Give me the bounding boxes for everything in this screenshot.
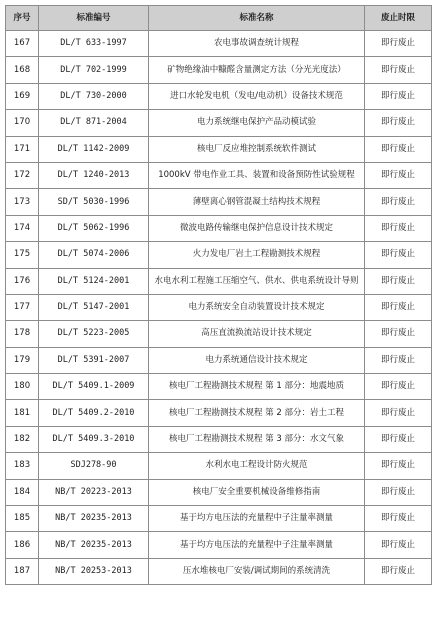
cell-no: 186 <box>6 532 39 558</box>
cell-no: 178 <box>6 321 39 347</box>
cell-status: 即行废止 <box>365 189 432 215</box>
cell-no: 177 <box>6 294 39 320</box>
table-row <box>6 321 432 347</box>
cell-status: 即行废止 <box>365 31 432 57</box>
header-status: 废止时限 <box>365 6 432 31</box>
table-row <box>6 136 432 162</box>
table-row <box>6 31 432 57</box>
cell-name: 水电水利工程施工压缩空气、供水、供电系统设计导则 <box>149 268 365 294</box>
cell-no: 184 <box>6 479 39 505</box>
table-row <box>6 506 432 532</box>
cell-code: NB/T 20223-2013 <box>39 479 149 505</box>
table-row <box>6 242 432 268</box>
cell-name: 1000kV 带电作业工具、装置和设备预防性试验规程 <box>149 162 365 188</box>
cell-code: DL/T 5409.1-2009 <box>39 374 149 400</box>
cell-status: 即行废止 <box>365 268 432 294</box>
cell-code: DL/T 5391-2007 <box>39 347 149 373</box>
cell-name: 电力系统安全自动装置设计技术规定 <box>149 294 365 320</box>
table-row <box>6 532 432 558</box>
cell-no: 173 <box>6 189 39 215</box>
cell-no: 167 <box>6 31 39 57</box>
table-row <box>6 347 432 373</box>
table-row <box>6 400 432 426</box>
table-row <box>6 294 432 320</box>
header-row <box>6 6 432 31</box>
cell-status: 即行废止 <box>365 400 432 426</box>
table-row <box>6 374 432 400</box>
cell-status: 即行废止 <box>365 347 432 373</box>
cell-code: DL/T 5147-2001 <box>39 294 149 320</box>
cell-no: 169 <box>6 83 39 109</box>
table-row <box>6 268 432 294</box>
cell-name: 高压直流换流站设计技术规定 <box>149 321 365 347</box>
table-row <box>6 453 432 479</box>
cell-code: NB/T 20235-2013 <box>39 506 149 532</box>
cell-status: 即行废止 <box>365 374 432 400</box>
cell-code: DL/T 633-1997 <box>39 31 149 57</box>
cell-no: 185 <box>6 506 39 532</box>
cell-no: 183 <box>6 453 39 479</box>
table-row <box>6 479 432 505</box>
cell-name: 薄壁离心钢管混凝土结构技术规程 <box>149 189 365 215</box>
cell-code: DL/T 5074-2006 <box>39 242 149 268</box>
cell-status: 即行废止 <box>365 83 432 109</box>
cell-code: SD/T 5030-1996 <box>39 189 149 215</box>
cell-code: NB/T 20235-2013 <box>39 532 149 558</box>
cell-no: 175 <box>6 242 39 268</box>
cell-name: 火力发电厂岩土工程勘测技术规程 <box>149 242 365 268</box>
header-no: 序号 <box>6 6 39 31</box>
cell-code: DL/T 702-1999 <box>39 57 149 83</box>
cell-code: SDJ278-90 <box>39 453 149 479</box>
cell-code: DL/T 730-2000 <box>39 83 149 109</box>
cell-status: 即行废止 <box>365 321 432 347</box>
cell-name: 核电厂工程勘测技术规程 第 1 部分：地震地质 <box>149 374 365 400</box>
cell-name: 农电事故调查统计规程 <box>149 31 365 57</box>
cell-code: DL/T 1142-2009 <box>39 136 149 162</box>
cell-no: 179 <box>6 347 39 373</box>
cell-name: 微波电路传输继电保护信息设计技术规定 <box>149 215 365 241</box>
table-header <box>6 6 432 31</box>
cell-name: 基于均方电压法的充量程中子注量率测量 <box>149 532 365 558</box>
cell-status: 即行废止 <box>365 162 432 188</box>
cell-name: 核电厂工程勘测技术规程 第 3 部分：水文气象 <box>149 426 365 452</box>
cell-no: 180 <box>6 374 39 400</box>
cell-status: 即行废止 <box>365 242 432 268</box>
cell-no: 170 <box>6 110 39 136</box>
cell-code: DL/T 5409.2-2010 <box>39 400 149 426</box>
cell-name: 电力系统通信设计技术规定 <box>149 347 365 373</box>
cell-code: NB/T 20253-2013 <box>39 558 149 584</box>
cell-no: 187 <box>6 558 39 584</box>
cell-code: DL/T 5124-2001 <box>39 268 149 294</box>
cell-no: 174 <box>6 215 39 241</box>
cell-name: 核电厂反应堆控制系统软件测试 <box>149 136 365 162</box>
cell-code: DL/T 5409.3-2010 <box>39 426 149 452</box>
header-code: 标准编号 <box>39 6 149 31</box>
cell-no: 171 <box>6 136 39 162</box>
table-row <box>6 110 432 136</box>
table-row <box>6 83 432 109</box>
cell-status: 即行废止 <box>365 558 432 584</box>
cell-status: 即行废止 <box>365 110 432 136</box>
cell-code: DL/T 871-2004 <box>39 110 149 136</box>
cell-status: 即行废止 <box>365 57 432 83</box>
cell-status: 即行废止 <box>365 506 432 532</box>
table-row <box>6 57 432 83</box>
cell-status: 即行废止 <box>365 136 432 162</box>
cell-no: 182 <box>6 426 39 452</box>
cell-no: 172 <box>6 162 39 188</box>
header-name: 标准名称 <box>149 6 365 31</box>
table-row <box>6 426 432 452</box>
cell-code: DL/T 5223-2005 <box>39 321 149 347</box>
cell-no: 176 <box>6 268 39 294</box>
table-row <box>6 558 432 584</box>
table-row <box>6 189 432 215</box>
cell-status: 即行废止 <box>365 453 432 479</box>
table-row <box>6 162 432 188</box>
cell-name: 进口水轮发电机（发电/电动机）设备技术规范 <box>149 83 365 109</box>
cell-name: 核电厂安全重要机械设备维修指南 <box>149 479 365 505</box>
cell-code: DL/T 5062-1996 <box>39 215 149 241</box>
cell-status: 即行废止 <box>365 532 432 558</box>
cell-status: 即行废止 <box>365 479 432 505</box>
cell-code: DL/T 1240-2013 <box>39 162 149 188</box>
cell-no: 181 <box>6 400 39 426</box>
cell-status: 即行废止 <box>365 215 432 241</box>
cell-name: 压水堆核电厂安装/调试期间的系统清洗 <box>149 558 365 584</box>
cell-name: 基于均方电压法的充量程中子注量率测量 <box>149 506 365 532</box>
table-row <box>6 215 432 241</box>
cell-name: 核电厂工程勘测技术规程 第 2 部分：岩土工程 <box>149 400 365 426</box>
cell-status: 即行废止 <box>365 426 432 452</box>
cell-name: 电力系统继电保护产品动模试验 <box>149 110 365 136</box>
cell-no: 168 <box>6 57 39 83</box>
cell-status: 即行废止 <box>365 294 432 320</box>
cell-name: 矿物绝缘油中糠醛含量测定方法（分光光度法） <box>149 57 365 83</box>
standards-table <box>5 5 432 585</box>
table-body <box>6 31 432 585</box>
cell-name: 水利水电工程设计防火规范 <box>149 453 365 479</box>
